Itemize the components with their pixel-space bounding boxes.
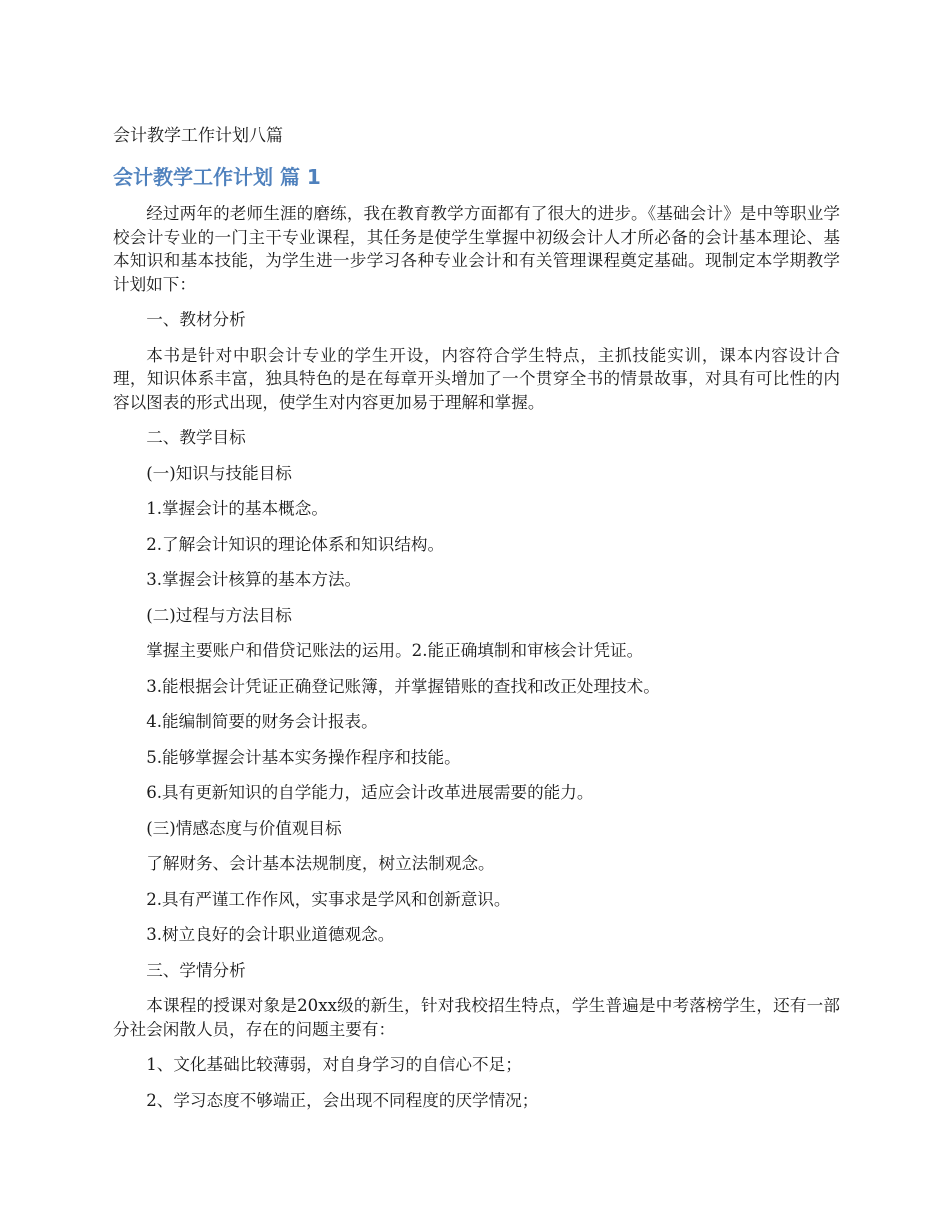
list-item: 了解财务、会计基本法规制度，树立法制观念。 — [146, 854, 495, 873]
paragraph-student-analysis: 本课程的授课对象是20xx级的新生，针对我校招生特点，学生普遍是中考落榜学生，还有一部分社会闲散人员，存在的问题主要有： — [113, 996, 840, 1039]
document-body — [113, 202, 840, 1124]
heading-textbook-analysis: 一、教材分析 — [146, 310, 246, 329]
list-item: 1.掌握会计的基本概念。 — [146, 499, 328, 518]
list-item: 3.能根据会计凭证正确登记账簿，并掌握错账的查找和改正处理技术。 — [146, 676, 660, 696]
list-item: 1、文化基础比较薄弱，对自身学习的自信心不足； — [146, 1055, 522, 1074]
paragraph-textbook-analysis: 本书是针对中职会计专业的学生开设，内容符合学生特点，主抓技能实训，课本内容设计合理，知识体系丰富，独具特色的是在每章开头增加了一个贯穿全书的情景故事，对具有可比性的内容以图表的形式出现，使学生对内容更加易于理解和掌握。 — [113, 345, 840, 412]
document-title: 会计教学工作计划八篇 — [113, 126, 283, 146]
heading-student-analysis: 三、学情分析 — [146, 960, 246, 980]
list-item: 2、学习态度不够端正，会出现不同程度的厌学情况； — [146, 1090, 539, 1110]
list-item: 掌握主要账户和借贷记账法的运用。2.能正确填制和审核会计凭证。 — [146, 641, 644, 660]
subheading-knowledge-skills: (一)知识与技能目标 — [146, 463, 292, 483]
heading-teaching-goals: 二、教学目标 — [146, 428, 246, 447]
paragraph-intro: 经过两年的老师生涯的磨练，我在教育教学方面都有了很大的进步。《基础会计》是中等职业学校会计专业的一门主干专业课程，其任务是使学生掌握中初级会计人才所必备的会计基本理论、基本知识和基本技能，为学生进一步学习各种专业会计和有关管理课程奠定基础。现制定本学期教学计划如下： — [113, 204, 840, 294]
list-item: 5.能够掌握会计基本实务操作程序和技能。 — [146, 747, 461, 767]
list-item: 2.具有严谨工作作风，实事求是学风和创新意识。 — [146, 889, 511, 909]
list-item: 3.树立良好的会计职业道德观念。 — [146, 925, 395, 944]
subheading-attitude-values: (三)情感态度与价值观目标 — [146, 818, 342, 838]
section-heading: 会计教学工作计划 篇 1 — [113, 165, 321, 189]
subheading-process-methods: (二)过程与方法目标 — [146, 605, 292, 625]
list-item: 2.了解会计知识的理论体系和知识结构。 — [146, 534, 445, 554]
list-item: 3.掌握会计核算的基本方法。 — [146, 570, 362, 589]
list-item: 4.能编制简要的财务会计报表。 — [146, 712, 378, 731]
list-item: 6.具有更新知识的自学能力，适应会计改革进展需要的能力。 — [146, 783, 594, 802]
